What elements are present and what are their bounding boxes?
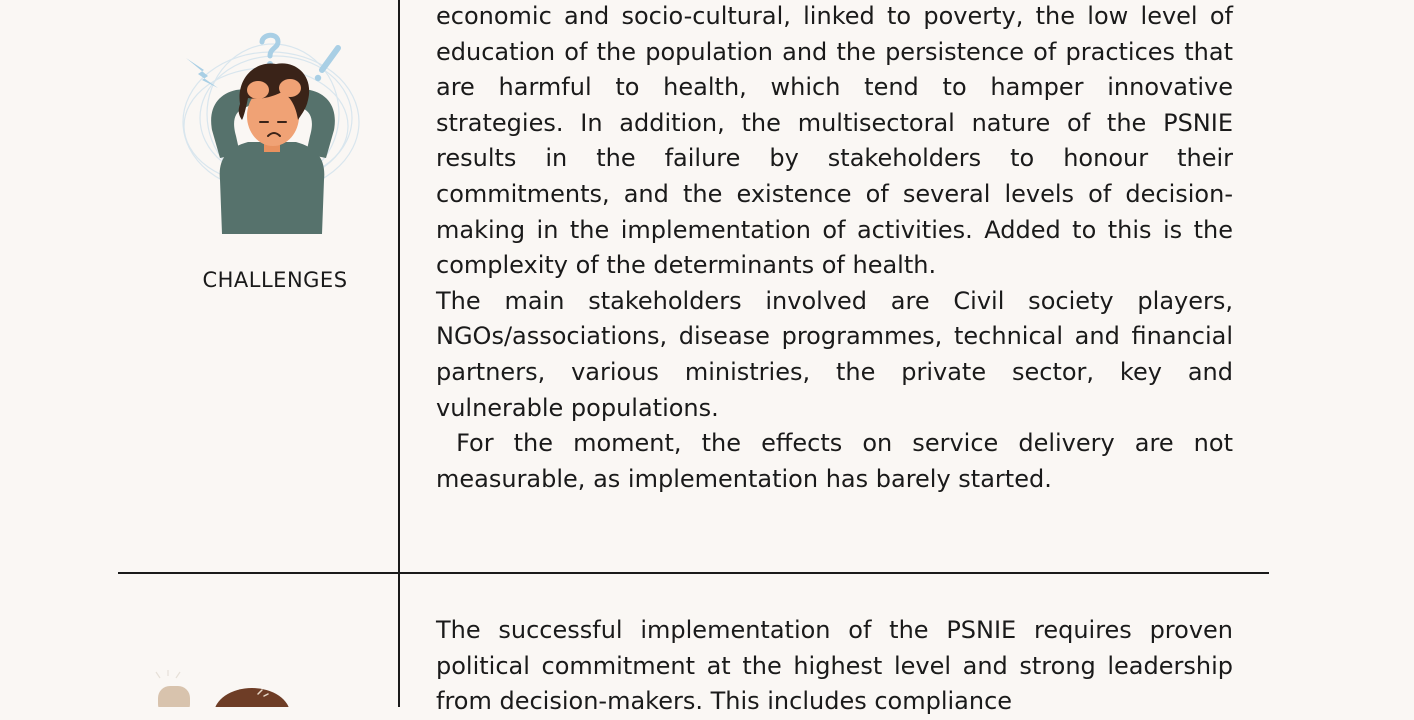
vertical-divider (398, 0, 400, 707)
people-illustration-icon (150, 666, 300, 707)
challenges-text (436, 0, 1233, 497)
confused-person-icon (178, 30, 364, 234)
challenges-paragraph: For the moment, the effects on service delivery are not measurable, as implementation has barely started. (436, 429, 1233, 493)
next-section-paragraph: The successful implementation of the PSNIE requires proven political commitment at the highest level and strong leadership from decision-makers. This includes compliance (436, 616, 1233, 716)
horizontal-divider (118, 572, 1269, 574)
next-section-text (436, 613, 1233, 720)
challenges-label: CHALLENGES (202, 268, 348, 292)
challenges-paragraph: The main stakeholders involved are Civil society players, NGOs/associations, disease programmes, technical and financial partners, various ministries, the private sector, key and vulnerable populations. (436, 286, 1233, 422)
challenges-paragraph: economic and socio-cultural, linked to poverty, the low level of education of the population and the persistence of practices that are harmful to health, which tend to hamper innovative strategies. In addition, the multisectoral nature of the PSNIE results in the failure by stakeholders to honour their commitments, and the existence of several levels of decision-making in the implementation of activities. Added to this is the complexity of the determinants of health. (436, 2, 1233, 280)
